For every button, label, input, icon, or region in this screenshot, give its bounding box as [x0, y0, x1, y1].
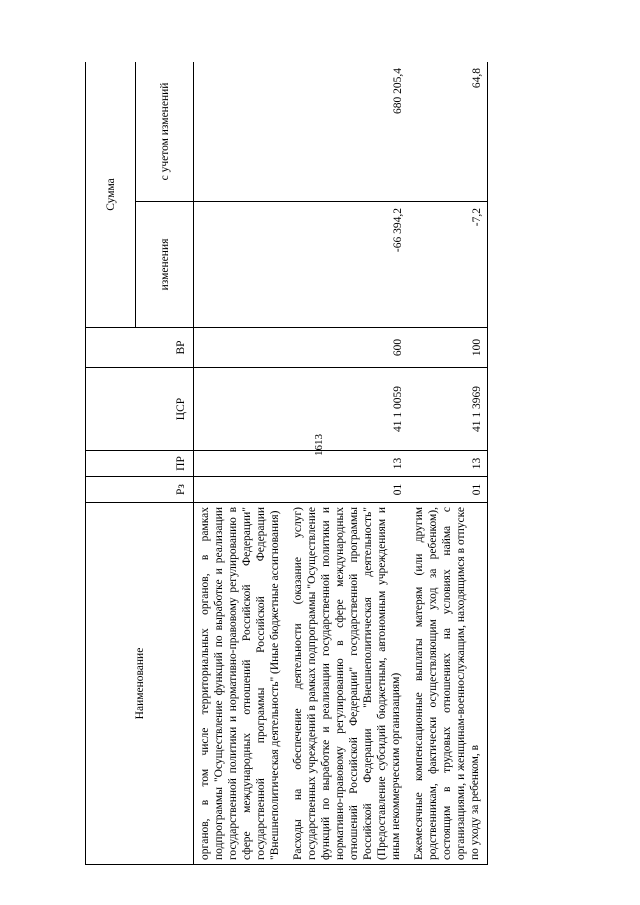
- row-pr: 13: [408, 451, 488, 477]
- header-csr: ЦСР: [86, 368, 194, 451]
- row-with-changes: 64,8: [408, 62, 488, 202]
- table-row: [287, 62, 408, 865]
- row-change: [194, 202, 288, 328]
- row-csr: 41 1 3969: [408, 368, 488, 451]
- row-name: Ежемесячные компенсационные выплаты матерям (или другим родственникам, фактически осуществляющим уход за ребенком), состоящим в трудовых отношениях на условиях найма с организациями, и женщинам-военнослужащим, находящимся в отпуске по уходу за ребенком, в: [408, 503, 488, 865]
- row-change: -7,2: [408, 202, 488, 328]
- header-vr: ВР: [86, 328, 194, 368]
- budget-table-rotated: [85, 62, 618, 865]
- header-name: Наименование: [86, 503, 194, 865]
- row-rz: [194, 477, 288, 503]
- row-vr: 100: [408, 328, 488, 368]
- header-rz: Рз: [86, 477, 194, 503]
- row-rz: 01: [287, 477, 408, 503]
- row-change: -66 394,2: [287, 202, 408, 328]
- row-pr: [194, 451, 288, 477]
- header-change: изменения: [136, 202, 194, 328]
- row-vr: [194, 328, 288, 368]
- budget-table: [85, 62, 488, 865]
- row-rz: 01: [408, 477, 488, 503]
- row-name: органов, в том числе территориальных органов, в рамках подпрограммы "Осуществление функций по выработке и реализации государственной политики и нормативно-правовому регулированию в сфере международных отношений Российской Федерации" государственной программы Российской Федерации "Внешнеполитическая деятельность" (Иные бюджетные ассигнования): [194, 503, 288, 865]
- row-pr: 13: [287, 451, 408, 477]
- row-csr: 41 1 0059: [287, 368, 408, 451]
- row-vr: 600: [287, 328, 408, 368]
- row-csr: [194, 368, 288, 451]
- row-with-changes: 680 205,4: [287, 62, 408, 202]
- header-pr: ПР: [86, 451, 194, 477]
- rotated-page: [85, 62, 618, 865]
- table-row: [194, 62, 288, 865]
- header-with-changes: с учетом изменений: [136, 62, 194, 202]
- row-name: Расходы на обеспечение деятельности (оказание услуг) государственных учреждений в рамках подпрограммы "Осуществление функций по выработке и реализации государственной политики и нормативно-правовому регулированию в сфере международных отношений Российской Федерации" государственной программы Российской Федерации "Внешнеполитическая деятельность" (Предоставление субсидий бюджетным, автономным учреждениям и иным некоммерческим организациям): [287, 503, 408, 865]
- page-number: 1613: [313, 434, 325, 456]
- row-with-changes: [194, 62, 288, 202]
- table-row: [408, 62, 488, 865]
- header-sum: Сумма: [86, 62, 136, 328]
